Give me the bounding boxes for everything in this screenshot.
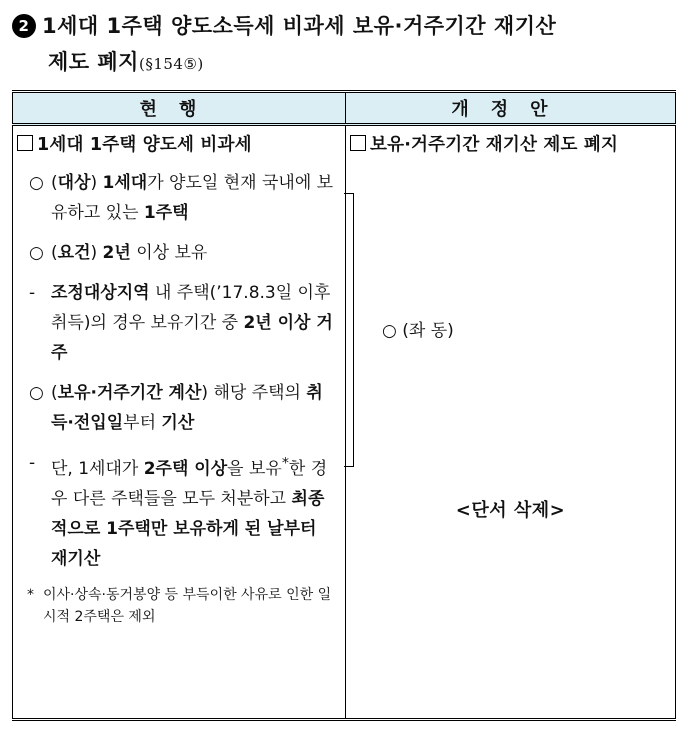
list-item xyxy=(21,168,335,228)
table-header-row xyxy=(13,92,676,125)
heading-line-2 xyxy=(12,44,682,82)
checkbox-square-icon xyxy=(17,135,33,151)
current-items xyxy=(13,168,345,634)
proviso-deleted-text: <단서 삭제> xyxy=(455,500,566,521)
list-item xyxy=(21,448,335,574)
section-heading xyxy=(12,8,682,82)
header-proposed: 개정안 xyxy=(346,92,676,125)
dash-mark: - xyxy=(29,283,36,303)
bracket-connector xyxy=(344,193,354,467)
item-text: (대상) 1세대가 양도일 현재 국내에 보유하고 있는 1주택 xyxy=(51,173,334,223)
current-cell xyxy=(13,125,346,720)
bullet-mark: ○ xyxy=(29,383,44,403)
item-text: (보유·거주기간 계산) 해당 주택의 취득·전입일부터 기산 xyxy=(51,383,323,433)
bullet-mark: ○ xyxy=(29,243,44,263)
footnote xyxy=(21,584,335,628)
list-item xyxy=(21,238,335,268)
proposed-cell-title xyxy=(346,126,675,162)
bullet-mark: ○ xyxy=(29,173,44,193)
dash-mark: - xyxy=(29,453,36,473)
item-text: (요건) 2년 이상 보유 xyxy=(51,243,208,263)
item-text: 조정대상지역 내 주택(’17.8.3일 이후 취득)의 경우 보유기간 중 2년 이상 거주 xyxy=(51,283,333,363)
section-number-badge: 2 xyxy=(12,14,36,38)
heading-reference: (§154⑤) xyxy=(138,55,204,73)
item-text: 단, 1세대가 2주택 이상을 보유*한 경우 다른 주택들을 모두 처분하고 최종적으로 1주택만 보유하게 된 날부터 재기산 xyxy=(51,455,328,569)
footnote-text: 이사·상속·동거봉양 등 부득이한 사유로 인한 일시적 2주택은 제외 xyxy=(43,586,332,625)
list-item xyxy=(21,278,335,368)
current-title-text: 1세대 1주택 양도세 비과세 xyxy=(37,135,252,155)
footnote-mark: * xyxy=(27,586,34,603)
heading-title-continued: 제도 폐지 xyxy=(48,50,139,74)
proposed-title-text: 보유·거주기간 재기산 제도 폐지 xyxy=(370,135,619,155)
same-as-left-text: ○ (좌 동) xyxy=(382,321,454,341)
checkbox-square-icon xyxy=(350,135,366,151)
current-cell-title xyxy=(13,126,345,162)
header-current: 현행 xyxy=(13,92,346,125)
heading-line-1 xyxy=(12,8,682,44)
list-item xyxy=(21,378,335,438)
proposed-cell xyxy=(346,125,676,720)
heading-title-text: 1세대 1주택 양도소득세 비과세 보유·거주기간 재기산 xyxy=(42,14,557,38)
